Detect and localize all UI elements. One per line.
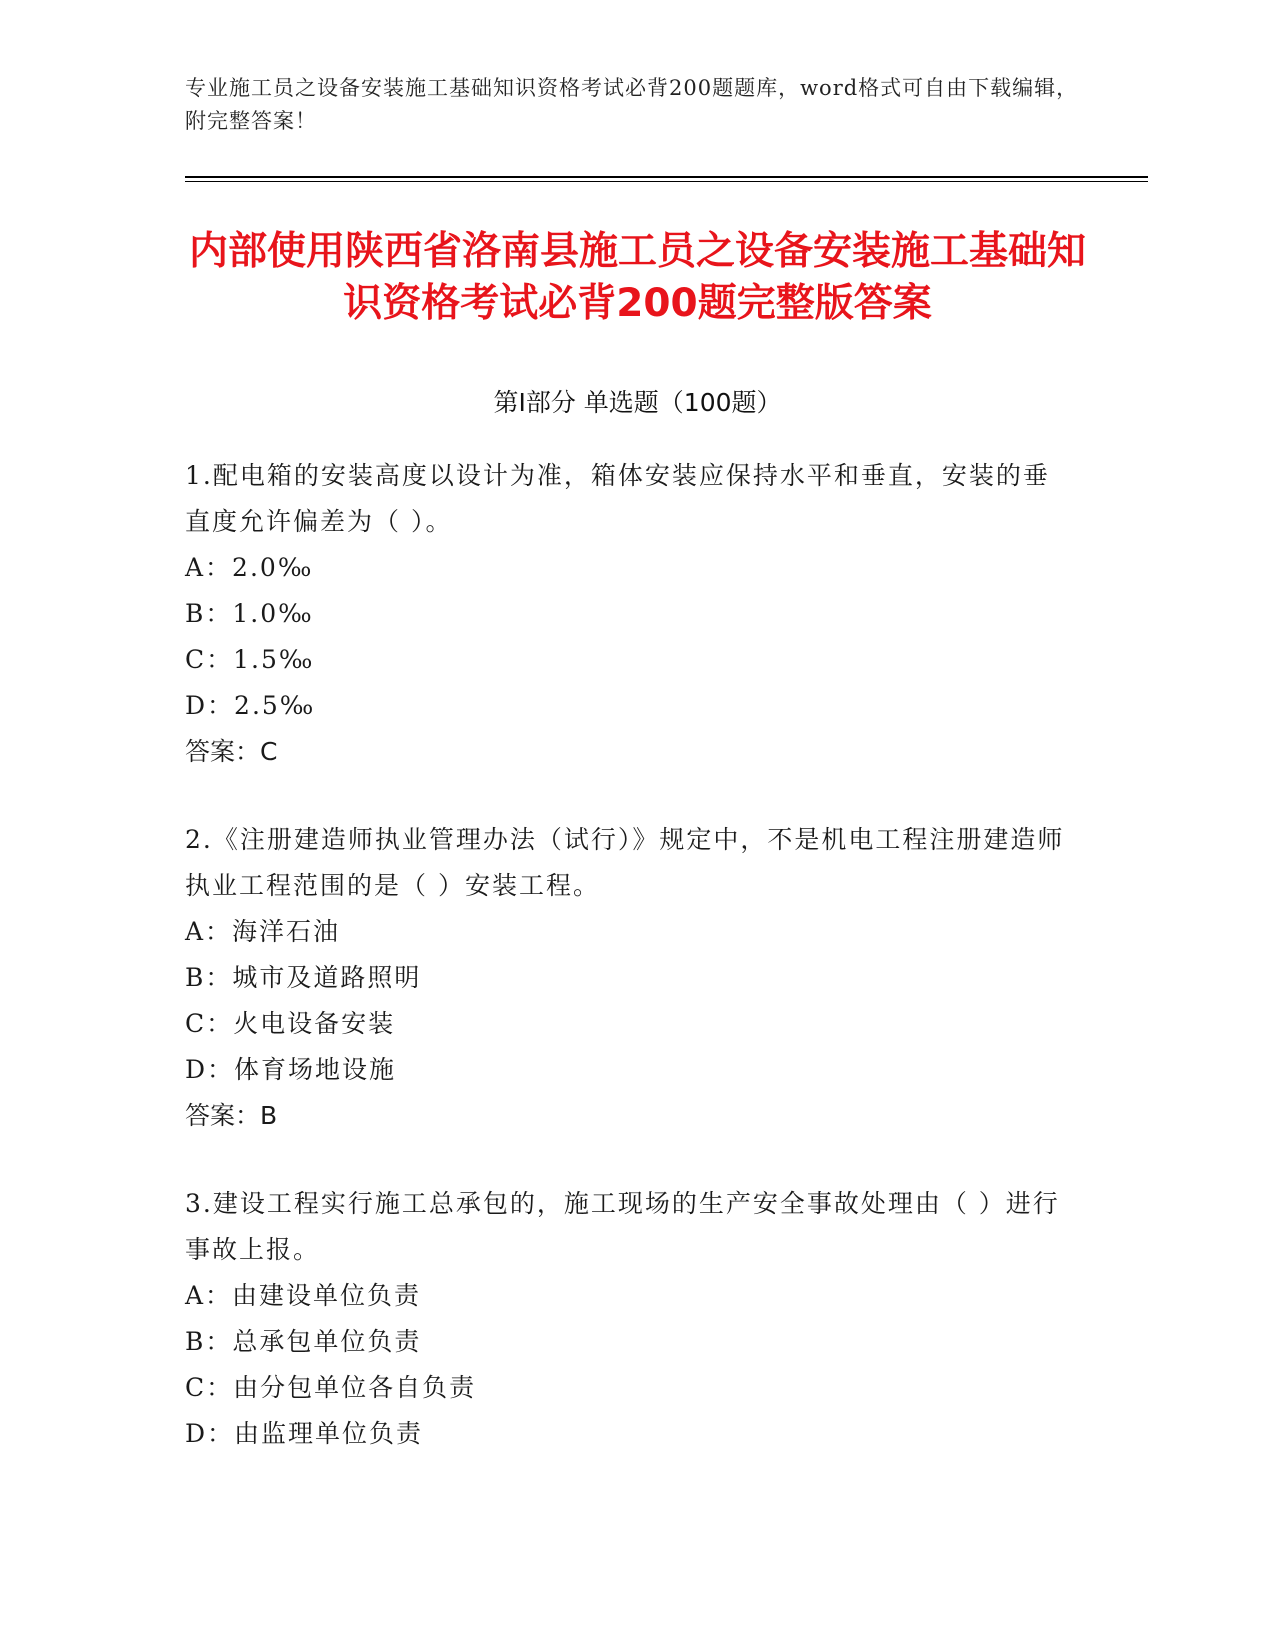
header-rule-thin bbox=[185, 181, 1148, 182]
option-b: B：城市及道路照明 bbox=[185, 963, 422, 992]
option-b: B：1.0‰ bbox=[185, 599, 314, 628]
option-c: C：火电设备安装 bbox=[185, 1009, 396, 1038]
option-d: D：2.5‰ bbox=[185, 691, 316, 720]
answer: 答案：B bbox=[185, 1101, 278, 1130]
question-2 bbox=[185, 817, 1065, 1139]
question-stem: 3.建设工程实行施工总承包的，施工现场的生产安全事故处理由（ ）进行事故上报。 bbox=[185, 1189, 1060, 1264]
option-b: B：总承包单位负责 bbox=[185, 1327, 422, 1356]
option-d: D：由监理单位负责 bbox=[185, 1419, 424, 1448]
answer: 答案：C bbox=[185, 737, 278, 766]
header-rule-thick bbox=[185, 176, 1148, 178]
option-d: D：体育场地设施 bbox=[185, 1055, 397, 1084]
section-title: 第Ⅰ部分 单选题（100题） bbox=[493, 388, 782, 417]
question-3 bbox=[185, 1181, 1065, 1457]
option-c: C：1.5‰ bbox=[185, 645, 315, 674]
question-stem: 1.配电箱的安装高度以设计为准，箱体安装应保持水平和垂直，安装的垂直度允许偏差为（ ）。 bbox=[185, 461, 1050, 536]
document-title: 内部使用陕西省洛南县施工员之设备安装施工基础知识资格考试必背200题完整版答案 bbox=[188, 229, 1086, 326]
option-a: A：由建设单位负责 bbox=[185, 1281, 422, 1310]
option-a: A：2.0‰ bbox=[185, 553, 314, 582]
question-stem: 2.《注册建造师执业管理办法（试行）》规定中，不是机电工程注册建造师执业工程范围的是（ ）安装工程。 bbox=[185, 825, 1065, 900]
option-c: C：由分包单位各自负责 bbox=[185, 1373, 477, 1402]
question-1 bbox=[185, 453, 1065, 775]
header-note: 专业施工员之设备安装施工基础知识资格考试必背200题题库，word格式可自由下载编辑，附完整答案！ bbox=[185, 76, 1079, 133]
option-a: A：海洋石油 bbox=[185, 917, 341, 946]
